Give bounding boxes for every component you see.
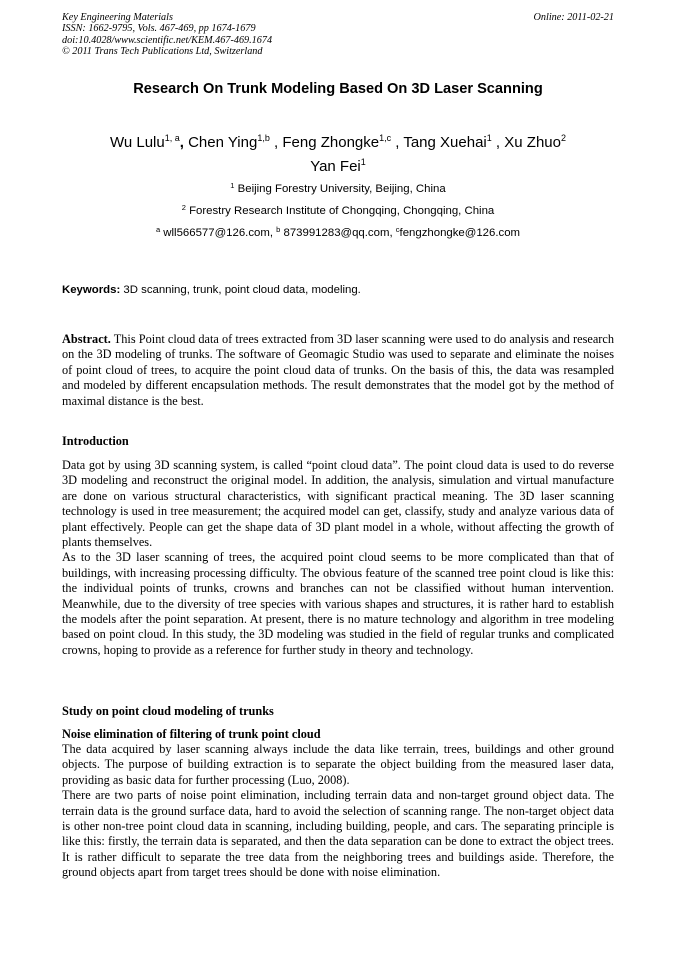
email-sup: c [395,225,400,234]
author-sup: 1, a [164,133,180,143]
author-sup: 1 [486,133,492,143]
author-separator: , [391,134,404,151]
abstract-text: This Point cloud data of trees extracted from 3D laser scanning were used to do analysis and research on the 3D modeling of trunks. The software of Geomagic Studio was used to separate and eliminate the noises of point cloud of trees, to acquire the point cloud data of trunks. On the basis of this, the data was resampled and modeled by different encapsulation methods. The result demonstrates that the model got by the method of maximal distance is the best. [62,332,614,408]
copyright-line: © 2011 Trans Tech Publications Ltd, Switzerland [62,46,263,58]
study-paragraph-1: The data acquired by laser scanning always include the data like terrain, trees, buildings and other ground objects. The purpose of building extraction is to separate the object building from the measured laser data, providing as basic data for further processing (Luo, 2008). [62,742,614,787]
noise-subheading: Noise elimination of filtering of trunk point cloud [62,727,321,741]
author-line-1 [62,131,614,155]
keywords-text: 3D scanning, trunk, point cloud data, modeling. [120,284,361,296]
author-sup: 1 [360,157,366,167]
affiliation-text: Forestry Research Institute of Chongqing, Chongqing, China [185,205,495,217]
paper-title: Research On Trunk Modeling Based On 3D Laser Scanning [133,81,543,97]
affiliation-text: Beijing Forestry University, Beijing, China [234,183,446,195]
study-paragraph-2: There are two parts of noise point elimination, including terrain data and non-target ground object data. The terrain data is the ground surface data, hard to avoid the selection of scanning range. The non-target object data is other non-tree point cloud data in scanning, including building, people, and cars. The separating principle is like this: firstly, the terrain data is separated, and then the data separation can be done to extract the object trees. It is rather difficult to separate the tree data from the neighboring trees and buildings aside. Therefore, the ground objects apart from target trees should be done with noise elimination. [62,788,614,880]
email-a: wll566577@126.com, [160,227,277,239]
introduction-paragraph-1: Data got by using 3D scanning system, is called “point cloud data”. The point cloud data is used to do reverse 3D modeling and reconstruct the original model. In addition, the analysis, simulation and virtual manufacture are done on various structural characteristics, with significant practical meaning. The 3D laser scanning technology is used in tree measurement; the acquired model can get, classify, study and analyze various data of plant effectively. People can get the shape data of 3D plant model in a whole, without affecting the growth of plants themselves. [62,458,614,550]
affiliation-sup: 2 [181,203,186,212]
introduction-paragraph-2: As to the 3D laser scanning of trees, the acquired point cloud seems to be more complicated than that of buildings, with increasing processing difficulty. The obvious feature of the scanned tree point cloud is like this: the individual points of trunks, crowns and branches can not be classified without human intervention. Meanwhile, due to the diversity of tree species with various shapes and structures, it is rather hard to establish the models after the point separation. At present, there is no mature technology and algorithm in tree modeling based on point cloud. In this study, the 3D modeling was studied in the field of regular trunks and complicated crowns, hoping to provide as a reference for further study in theory and technology. [62,550,614,657]
email-sup: b [276,225,281,234]
author-sup: 2 [561,133,567,143]
journal-header [62,12,614,58]
keywords [62,284,614,296]
abstract-label: Abstract. [62,332,111,346]
abstract-paragraph [62,332,614,409]
author-sup: 1,b [257,133,270,143]
email-sup: a [155,225,161,234]
author-list [62,131,614,179]
online-date: Online: 2011-02-21 [533,12,614,23]
email-b: 873991283@qq.com, [280,227,396,239]
email-c: fengzhongke@126.com [399,227,521,239]
author-separator: , [179,134,189,151]
author-line-2 [62,155,614,179]
study-heading: Study on point cloud modeling of trunks [62,704,274,718]
affiliation-1 [62,183,614,195]
keywords-label: Keywords: [62,284,121,296]
issn-line: ISSN: 1662-9795, Vols. 467-469, pp 1674-1679 [62,23,256,35]
journal-name: Key Engineering Materials [62,12,173,23]
author-separator: , [269,134,283,151]
affiliation-sup: 1 [230,181,235,190]
author-name: Chen Ying [188,134,258,151]
author-name: Wu Lulu [109,134,165,151]
introduction-body [62,458,614,658]
author-name: Xu Zhuo [504,134,561,151]
email-line [62,227,614,239]
doi-line: doi:10.4028/www.scientific.net/KEM.467-469.1674 [62,34,273,46]
abstract [62,332,614,409]
study-body [62,742,614,881]
author-name: Feng Zhongke [282,134,380,151]
author-name: Yan Fei [310,158,361,175]
introduction-heading: Introduction [62,434,129,448]
author-name: Tang Xuehai [403,134,487,151]
author-separator: , [491,134,505,151]
affiliation-2 [62,205,614,217]
author-sup: 1,c [379,133,392,143]
